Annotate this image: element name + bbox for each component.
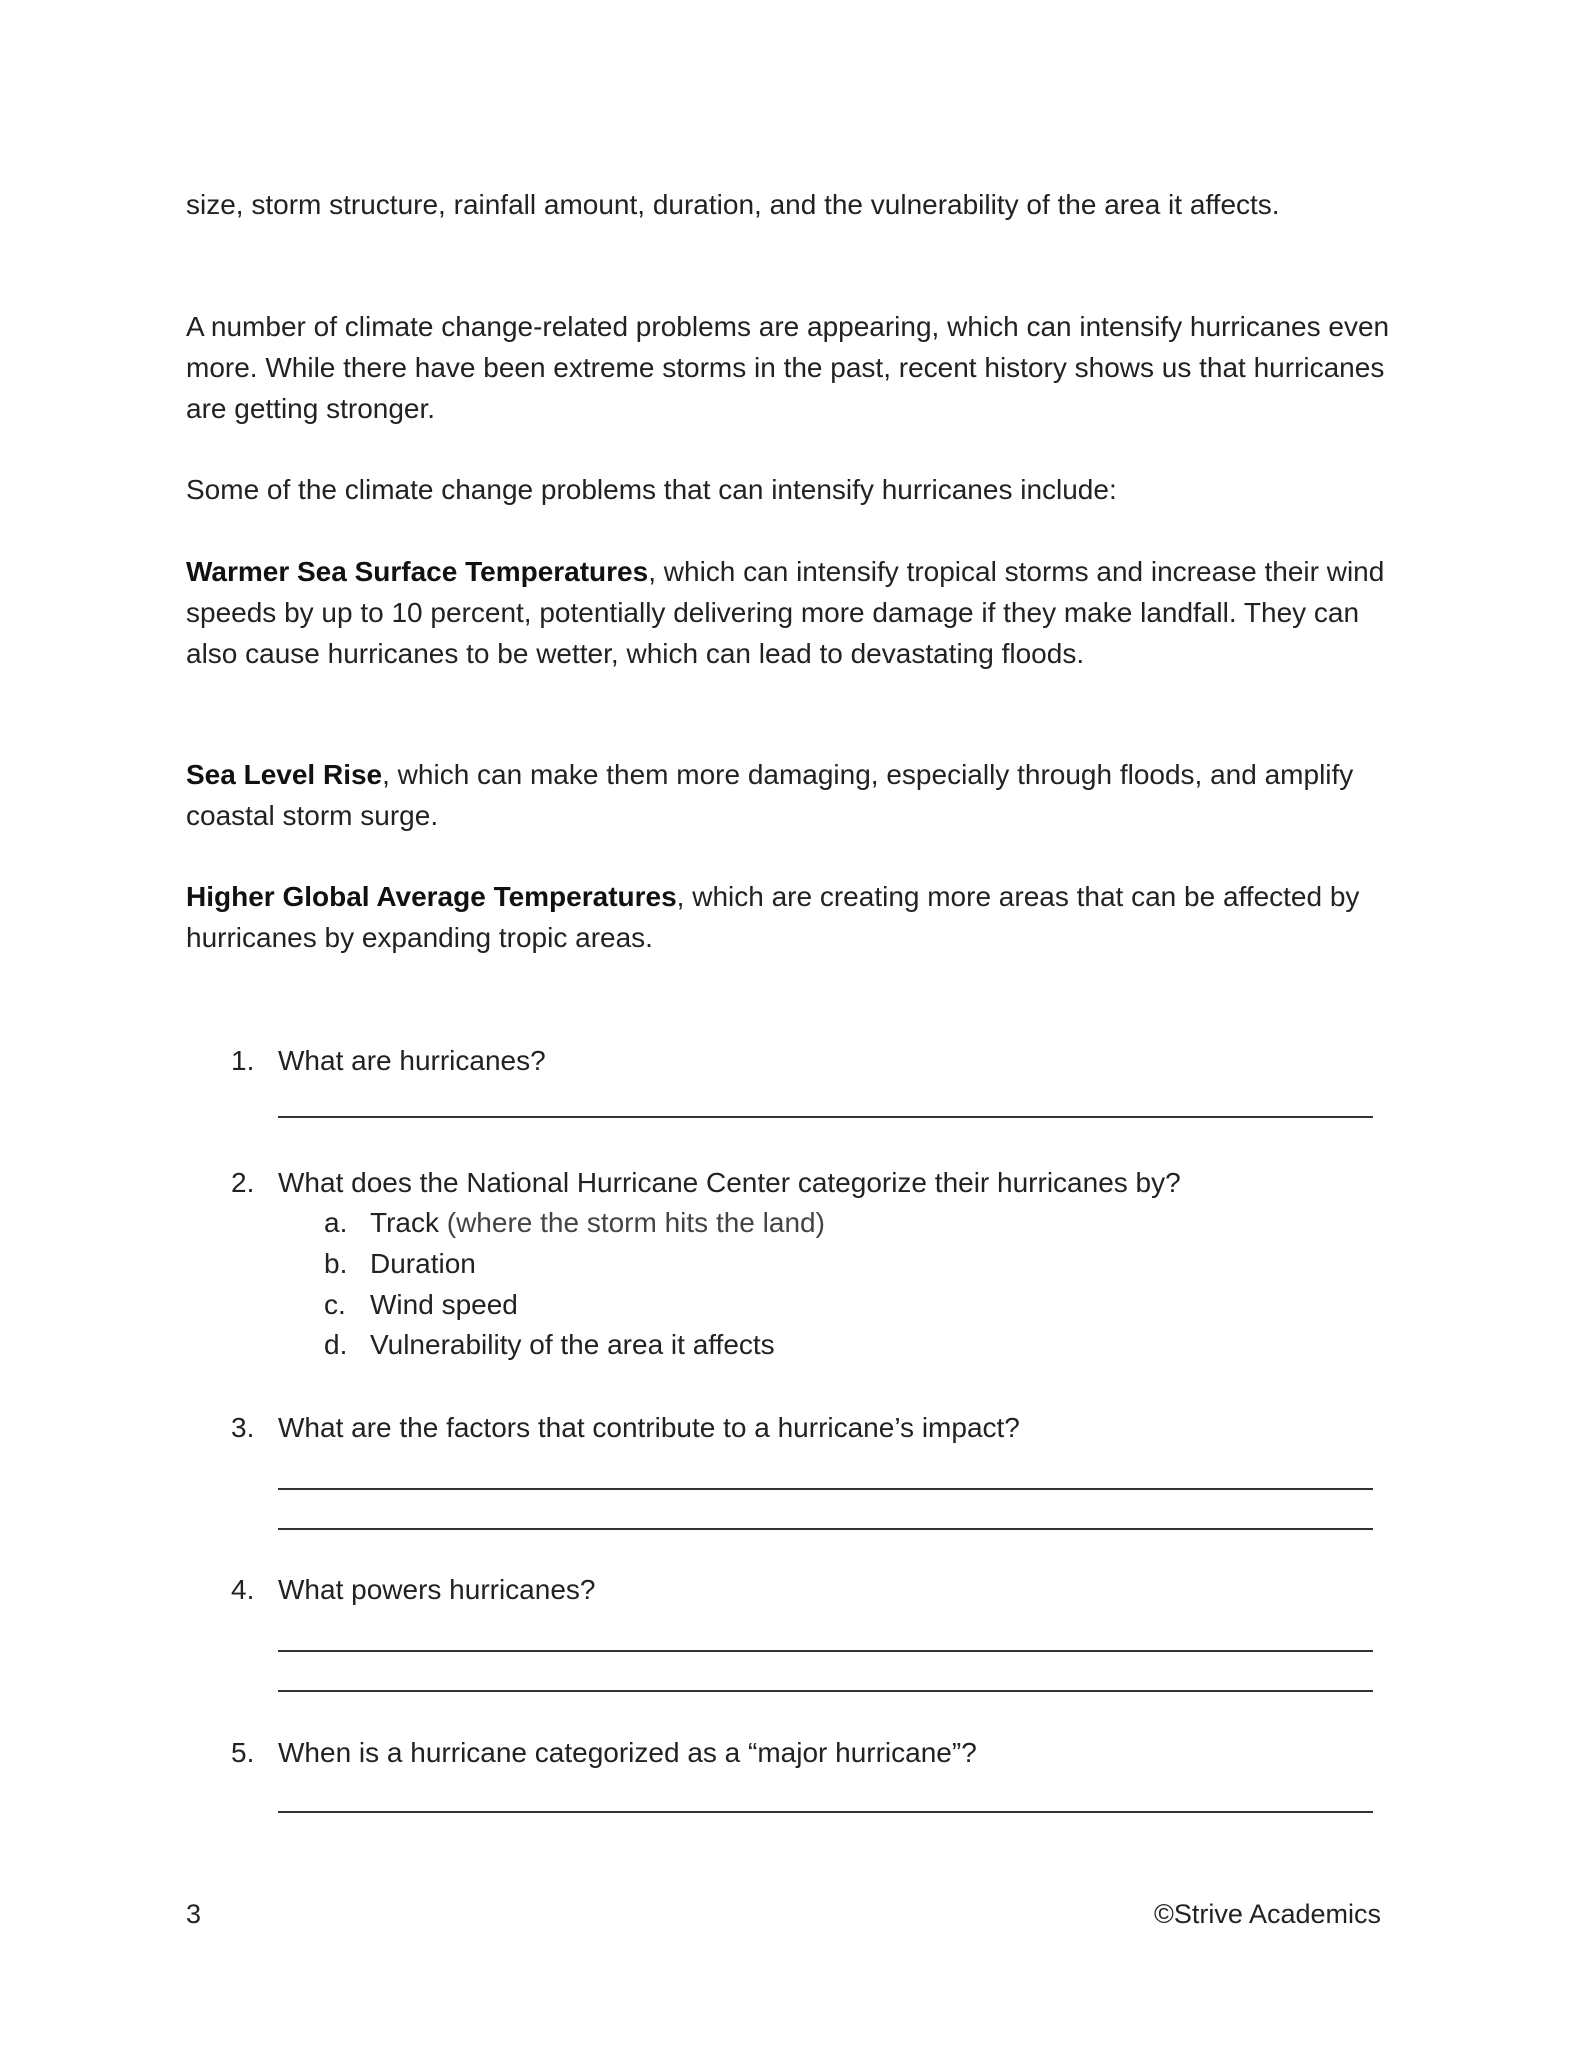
question-4-number: 4.: [231, 1574, 255, 1605]
term-warmer-sea: Warmer Sea Surface Temperatures: [186, 556, 649, 587]
option-d-letter: d.: [324, 1329, 348, 1360]
answer-line[interactable]: [278, 1650, 1373, 1652]
question-1-number: 1.: [231, 1045, 255, 1076]
question-1-text: What are hurricanes?: [278, 1045, 546, 1076]
question-2-number: 2.: [231, 1167, 255, 1198]
question-3-number: 3.: [231, 1412, 255, 1443]
term-global-temp: Higher Global Average Temperatures: [186, 881, 677, 912]
desc-sea-level: , which can make them more damaging, especially through floods, and amplify coastal storm surge.: [186, 759, 1354, 831]
desc-global-temp: , which are creating more areas that can be affected by hurricanes by expanding tropic areas.: [186, 881, 1360, 953]
question-5-text: When is a hurricane categorized as a “major hurricane”?: [278, 1737, 977, 1768]
question-4-text: What powers hurricanes?: [278, 1574, 596, 1605]
answer-line[interactable]: [278, 1528, 1373, 1530]
option-a-note: (where the storm hits the land): [438, 1207, 825, 1238]
option-c[interactable]: Wind speed: [370, 1289, 518, 1320]
answer-line[interactable]: [278, 1690, 1373, 1692]
option-a-text: Track: [370, 1207, 439, 1238]
paragraph-intro-continued: size, storm structure, rainfall amount, duration, and the vulnerability of the area it affects.: [186, 189, 1280, 220]
page-number: 3: [186, 1899, 202, 1929]
option-d[interactable]: Vulnerability of the area it affects: [370, 1329, 775, 1360]
copyright: ©Strive Academics: [1154, 1899, 1381, 1929]
option-c-letter: c.: [324, 1289, 346, 1320]
paragraph-climate-change: A number of climate change-related problems are appearing, which can intensify hurricanes even more. While there have been extreme storms in the past, recent history shows us that hurricanes are getting stronger.: [186, 311, 1390, 424]
paragraph-sea-level: [186, 754, 1386, 836]
question-2-text: What does the National Hurricane Center categorize their hurricanes by?: [278, 1167, 1181, 1198]
question-5-number: 5.: [231, 1737, 255, 1768]
option-a-letter: a.: [324, 1207, 348, 1238]
option-b-letter: b.: [324, 1248, 348, 1279]
question-3-text: What are the factors that contribute to a hurricane’s impact?: [278, 1412, 1020, 1443]
term-sea-level: Sea Level Rise: [186, 759, 383, 790]
paragraph-warmer-sea: [186, 551, 1386, 674]
answer-line[interactable]: [278, 1116, 1373, 1118]
paragraph-list-intro: Some of the climate change problems that can intensify hurricanes include:: [186, 474, 1117, 505]
option-b[interactable]: Duration: [370, 1248, 476, 1279]
answer-line[interactable]: [278, 1488, 1373, 1490]
option-a[interactable]: [370, 1202, 825, 1243]
answer-line[interactable]: [278, 1811, 1373, 1813]
desc-warmer-sea: , which can intensify tropical storms and increase their wind speeds by up to 10 percent, potentially delivering more damage if they make landfall. They can also cause hurricanes to be wetter, which can lead to devastating floods.: [186, 556, 1385, 669]
paragraph-global-temp: [186, 876, 1366, 958]
